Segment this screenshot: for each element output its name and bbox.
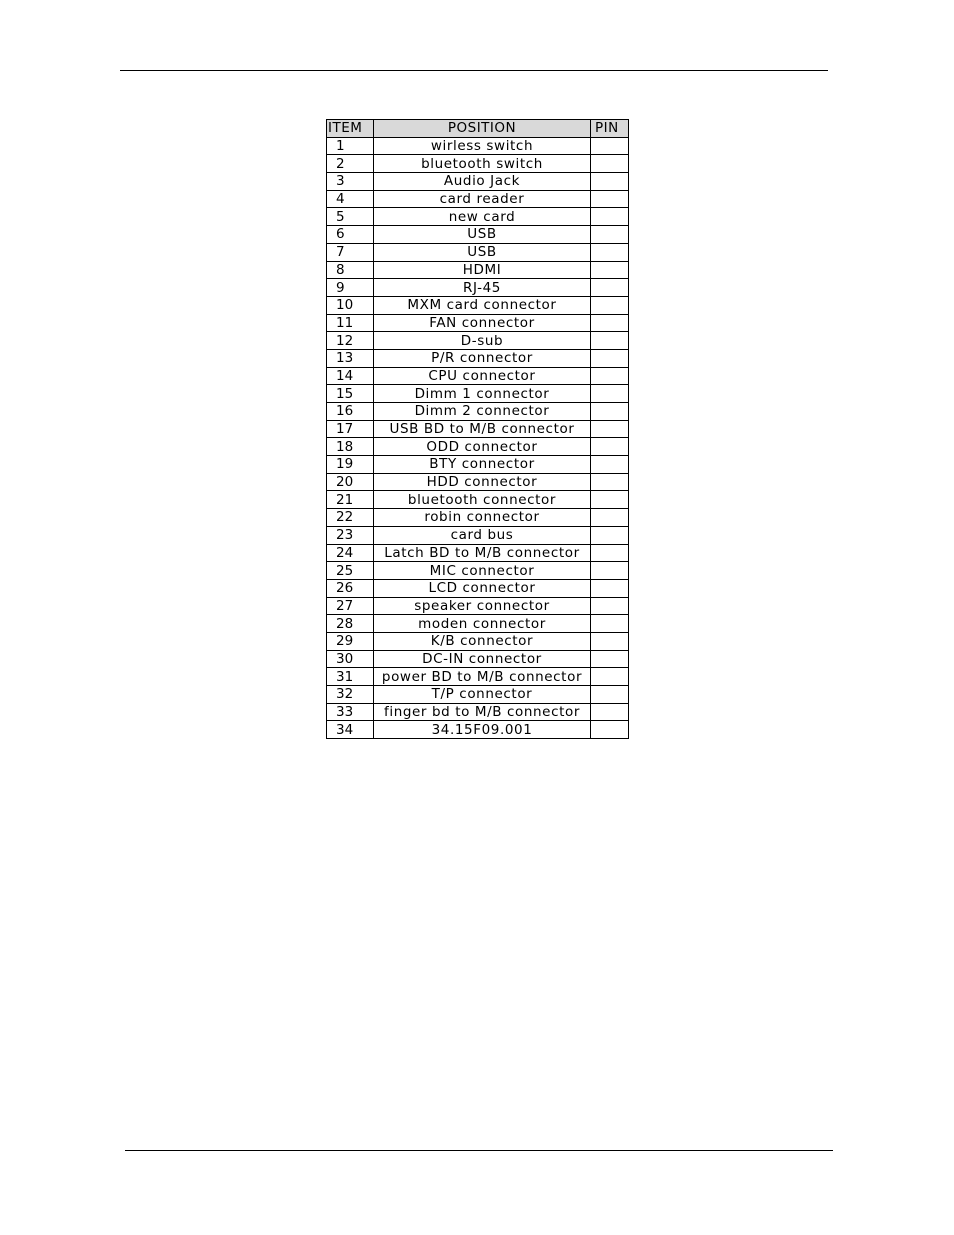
pin-cell bbox=[591, 385, 629, 403]
pin-cell bbox=[591, 473, 629, 491]
item-number-cell: 26 bbox=[327, 579, 374, 597]
pin-cell bbox=[591, 509, 629, 527]
pin-cell bbox=[591, 208, 629, 226]
table-row bbox=[327, 491, 629, 509]
table-row bbox=[327, 650, 629, 668]
pin-cell bbox=[591, 367, 629, 385]
table-row bbox=[327, 190, 629, 208]
item-number-cell: 16 bbox=[327, 403, 374, 421]
pin-cell bbox=[591, 155, 629, 173]
position-cell: HDD connector bbox=[374, 473, 591, 491]
column-header-item: ITEM bbox=[327, 120, 374, 138]
table-row bbox=[327, 526, 629, 544]
position-cell: robin connector bbox=[374, 509, 591, 527]
pin-cell bbox=[591, 261, 629, 279]
position-cell: Audio Jack bbox=[374, 173, 591, 191]
position-cell: K/B connector bbox=[374, 632, 591, 650]
table-row bbox=[327, 349, 629, 367]
header-rule bbox=[120, 70, 828, 71]
pin-cell bbox=[591, 703, 629, 721]
position-cell: finger bd to M/B connector bbox=[374, 703, 591, 721]
item-number-cell: 12 bbox=[327, 332, 374, 350]
position-cell: USB bbox=[374, 243, 591, 261]
footer-rule bbox=[125, 1150, 833, 1151]
position-cell: MXM card connector bbox=[374, 296, 591, 314]
item-number-cell: 2 bbox=[327, 155, 374, 173]
column-header-pin: PIN bbox=[591, 120, 629, 138]
pin-cell bbox=[591, 615, 629, 633]
position-cell: BTY connector bbox=[374, 456, 591, 474]
parts-position-table bbox=[326, 119, 629, 739]
pin-cell bbox=[591, 632, 629, 650]
pin-cell bbox=[591, 420, 629, 438]
pin-cell bbox=[591, 349, 629, 367]
position-cell: Dimm 1 connector bbox=[374, 385, 591, 403]
pin-cell bbox=[591, 190, 629, 208]
position-cell: MIC connector bbox=[374, 562, 591, 580]
item-number-cell: 30 bbox=[327, 650, 374, 668]
item-number-cell: 31 bbox=[327, 668, 374, 686]
position-cell: P/R connector bbox=[374, 349, 591, 367]
table-row bbox=[327, 544, 629, 562]
pin-cell bbox=[591, 173, 629, 191]
pin-cell bbox=[591, 721, 629, 739]
item-number-cell: 33 bbox=[327, 703, 374, 721]
position-cell: DC-IN connector bbox=[374, 650, 591, 668]
table-header-row bbox=[327, 120, 629, 138]
table-row bbox=[327, 279, 629, 297]
item-number-cell: 27 bbox=[327, 597, 374, 615]
table-row bbox=[327, 703, 629, 721]
table-row bbox=[327, 420, 629, 438]
pin-cell bbox=[591, 438, 629, 456]
table-row bbox=[327, 173, 629, 191]
pin-cell bbox=[591, 544, 629, 562]
table-row bbox=[327, 721, 629, 739]
table-row bbox=[327, 226, 629, 244]
pin-cell bbox=[591, 597, 629, 615]
position-cell: card reader bbox=[374, 190, 591, 208]
position-cell: D-sub bbox=[374, 332, 591, 350]
item-number-cell: 11 bbox=[327, 314, 374, 332]
pin-cell bbox=[591, 650, 629, 668]
table-row bbox=[327, 367, 629, 385]
item-number-cell: 10 bbox=[327, 296, 374, 314]
position-cell: ODD connector bbox=[374, 438, 591, 456]
position-cell: FAN connector bbox=[374, 314, 591, 332]
table-row bbox=[327, 579, 629, 597]
item-number-cell: 23 bbox=[327, 526, 374, 544]
pin-cell bbox=[591, 562, 629, 580]
item-number-cell: 14 bbox=[327, 367, 374, 385]
table-body bbox=[327, 137, 629, 738]
table-row bbox=[327, 615, 629, 633]
table-row bbox=[327, 296, 629, 314]
pin-cell bbox=[591, 279, 629, 297]
item-number-cell: 21 bbox=[327, 491, 374, 509]
item-number-cell: 4 bbox=[327, 190, 374, 208]
table-row bbox=[327, 686, 629, 704]
table-row bbox=[327, 403, 629, 421]
table-row bbox=[327, 385, 629, 403]
position-cell: Dimm 2 connector bbox=[374, 403, 591, 421]
table-row bbox=[327, 562, 629, 580]
pin-cell bbox=[591, 137, 629, 155]
item-number-cell: 19 bbox=[327, 456, 374, 474]
position-cell: wirless switch bbox=[374, 137, 591, 155]
pin-cell bbox=[591, 314, 629, 332]
position-cell: CPU connector bbox=[374, 367, 591, 385]
table-row bbox=[327, 473, 629, 491]
position-cell: new card bbox=[374, 208, 591, 226]
position-cell: RJ-45 bbox=[374, 279, 591, 297]
position-cell: 34.15F09.001 bbox=[374, 721, 591, 739]
table-row bbox=[327, 314, 629, 332]
item-number-cell: 18 bbox=[327, 438, 374, 456]
position-cell: LCD connector bbox=[374, 579, 591, 597]
item-number-cell: 24 bbox=[327, 544, 374, 562]
pin-cell bbox=[591, 456, 629, 474]
position-cell: USB BD to M/B connector bbox=[374, 420, 591, 438]
item-number-cell: 3 bbox=[327, 173, 374, 191]
table-row bbox=[327, 597, 629, 615]
position-cell: bluetooth switch bbox=[374, 155, 591, 173]
table-row bbox=[327, 261, 629, 279]
table-row bbox=[327, 137, 629, 155]
table-row bbox=[327, 438, 629, 456]
pin-cell bbox=[591, 668, 629, 686]
pin-cell bbox=[591, 332, 629, 350]
column-header-position: POSITION bbox=[374, 120, 591, 138]
item-number-cell: 1 bbox=[327, 137, 374, 155]
item-number-cell: 7 bbox=[327, 243, 374, 261]
item-number-cell: 20 bbox=[327, 473, 374, 491]
table-row bbox=[327, 332, 629, 350]
position-cell: USB bbox=[374, 226, 591, 244]
position-cell: moden connector bbox=[374, 615, 591, 633]
item-number-cell: 34 bbox=[327, 721, 374, 739]
item-number-cell: 25 bbox=[327, 562, 374, 580]
pin-cell bbox=[591, 491, 629, 509]
position-cell: speaker connector bbox=[374, 597, 591, 615]
pin-cell bbox=[591, 243, 629, 261]
item-number-cell: 8 bbox=[327, 261, 374, 279]
item-number-cell: 17 bbox=[327, 420, 374, 438]
item-number-cell: 6 bbox=[327, 226, 374, 244]
position-cell: card bus bbox=[374, 526, 591, 544]
position-cell: power BD to M/B connector bbox=[374, 668, 591, 686]
item-number-cell: 5 bbox=[327, 208, 374, 226]
table-row bbox=[327, 456, 629, 474]
table-row bbox=[327, 208, 629, 226]
pin-cell bbox=[591, 686, 629, 704]
table-row bbox=[327, 155, 629, 173]
pin-cell bbox=[591, 579, 629, 597]
item-number-cell: 15 bbox=[327, 385, 374, 403]
pin-cell bbox=[591, 403, 629, 421]
table-row bbox=[327, 668, 629, 686]
item-number-cell: 29 bbox=[327, 632, 374, 650]
item-number-cell: 9 bbox=[327, 279, 374, 297]
position-cell: bluetooth connector bbox=[374, 491, 591, 509]
pin-cell bbox=[591, 296, 629, 314]
position-cell: Latch BD to M/B connector bbox=[374, 544, 591, 562]
position-cell: T/P connector bbox=[374, 686, 591, 704]
item-number-cell: 32 bbox=[327, 686, 374, 704]
table-row bbox=[327, 243, 629, 261]
position-cell: HDMI bbox=[374, 261, 591, 279]
pin-cell bbox=[591, 226, 629, 244]
pin-cell bbox=[591, 526, 629, 544]
table-row bbox=[327, 632, 629, 650]
table-row bbox=[327, 509, 629, 527]
item-number-cell: 13 bbox=[327, 349, 374, 367]
item-number-cell: 22 bbox=[327, 509, 374, 527]
item-number-cell: 28 bbox=[327, 615, 374, 633]
